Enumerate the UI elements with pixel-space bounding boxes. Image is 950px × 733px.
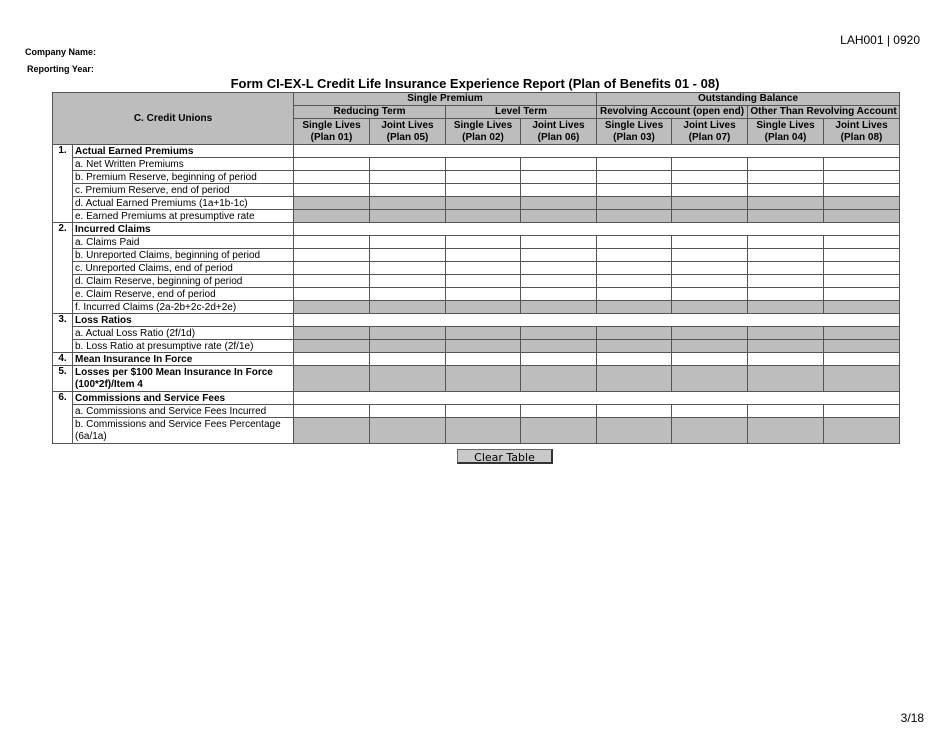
- plan-header-plan: (Plan 05): [386, 131, 429, 143]
- table-row: [53, 210, 900, 223]
- section-number: 6.: [53, 392, 73, 444]
- data-cell: [294, 418, 370, 444]
- section-cell[interactable]: [748, 353, 824, 366]
- data-cell[interactable]: [521, 288, 597, 301]
- row-label: d. Actual Earned Premiums (1a+1b-1c): [73, 197, 294, 210]
- section-number: 4.: [53, 353, 73, 366]
- plan-header-plan: (Plan 03): [613, 131, 655, 143]
- data-cell[interactable]: [672, 405, 748, 418]
- table-row: [53, 249, 900, 262]
- data-cell[interactable]: [446, 158, 521, 171]
- data-cell: [597, 210, 672, 223]
- data-cell: [446, 418, 521, 444]
- data-cell: [370, 210, 446, 223]
- page-number: 3/18: [900, 711, 924, 725]
- table-row: [53, 158, 900, 171]
- data-cell[interactable]: [748, 249, 824, 262]
- data-cell[interactable]: [672, 236, 748, 249]
- data-cell[interactable]: [597, 184, 672, 197]
- data-cell: [446, 210, 521, 223]
- data-cell: [672, 327, 748, 340]
- data-cell[interactable]: [748, 262, 824, 275]
- data-cell[interactable]: [521, 249, 597, 262]
- section-row: [53, 366, 900, 392]
- plan-header: [748, 119, 824, 145]
- row-label: a. Commissions and Service Fees Incurred: [73, 405, 294, 418]
- data-cell: [446, 301, 521, 314]
- section-row: [53, 314, 900, 327]
- data-cell: [446, 197, 521, 210]
- data-cell[interactable]: [672, 275, 748, 288]
- data-cell: [672, 340, 748, 353]
- section-title: Actual Earned Premiums: [73, 145, 294, 158]
- section-cell[interactable]: [446, 353, 521, 366]
- data-cell[interactable]: [824, 405, 900, 418]
- row-label: f. Incurred Claims (2a-2b+2c-2d+2e): [73, 301, 294, 314]
- data-cell[interactable]: [294, 249, 370, 262]
- data-cell[interactable]: [824, 184, 900, 197]
- data-cell[interactable]: [446, 171, 521, 184]
- data-cell: [370, 418, 446, 444]
- row-label: a. Net Written Premiums: [73, 158, 294, 171]
- data-cell: [294, 340, 370, 353]
- data-cell: [748, 340, 824, 353]
- data-cell: [521, 327, 597, 340]
- data-cell[interactable]: [446, 236, 521, 249]
- plan-header: [521, 119, 597, 145]
- data-cell[interactable]: [370, 249, 446, 262]
- plan-header: [446, 119, 521, 145]
- section-title: Commissions and Service Fees: [73, 392, 294, 405]
- data-cell[interactable]: [824, 158, 900, 171]
- data-cell: [294, 301, 370, 314]
- data-cell[interactable]: [294, 275, 370, 288]
- data-cell: [446, 327, 521, 340]
- data-cell[interactable]: [370, 236, 446, 249]
- data-cell[interactable]: [294, 184, 370, 197]
- data-cell: [748, 301, 824, 314]
- data-cell: [294, 327, 370, 340]
- row-label: e. Claim Reserve, end of period: [73, 288, 294, 301]
- plan-header-plan: (Plan 06): [537, 131, 580, 143]
- data-cell: [294, 197, 370, 210]
- data-cell[interactable]: [748, 275, 824, 288]
- section-number: 3.: [53, 314, 73, 353]
- data-cell[interactable]: [294, 171, 370, 184]
- clear-table-button[interactable]: Clear Table: [457, 449, 553, 464]
- data-cell[interactable]: [446, 249, 521, 262]
- form-code: LAH001 | 0920: [840, 33, 920, 47]
- data-cell[interactable]: [824, 288, 900, 301]
- data-cell[interactable]: [294, 405, 370, 418]
- section-cell: [370, 366, 446, 392]
- data-cell[interactable]: [748, 158, 824, 171]
- data-cell[interactable]: [672, 171, 748, 184]
- plan-header: [824, 119, 900, 145]
- data-cell[interactable]: [672, 262, 748, 275]
- reducing-term-header: Reducing Term: [294, 106, 446, 119]
- plan-header-lives: Single Lives: [453, 119, 513, 131]
- row-label: b. Commissions and Service Fees Percentage (6a/1a): [73, 418, 294, 444]
- plan-header-lives: Single Lives: [604, 119, 664, 131]
- row-label: a. Actual Loss Ratio (2f/1d): [73, 327, 294, 340]
- section-cell[interactable]: [370, 353, 446, 366]
- data-cell[interactable]: [672, 249, 748, 262]
- plan-header-plan: (Plan 07): [688, 131, 731, 143]
- plan-header-plan: (Plan 04): [764, 131, 807, 143]
- data-cell: [521, 301, 597, 314]
- data-cell[interactable]: [446, 288, 521, 301]
- section-cell: [748, 366, 824, 392]
- plan-header-lives: Single Lives: [756, 119, 815, 131]
- section-title: Incurred Claims: [73, 223, 294, 236]
- data-cell[interactable]: [748, 171, 824, 184]
- row-label: a. Claims Paid: [73, 236, 294, 249]
- plan-header-lives: Single Lives: [302, 119, 361, 131]
- section-cell[interactable]: [294, 353, 370, 366]
- data-cell[interactable]: [521, 262, 597, 275]
- data-cell: [597, 418, 672, 444]
- data-cell[interactable]: [446, 405, 521, 418]
- plan-header-lives: Joint Lives: [835, 119, 888, 131]
- section-band: [294, 314, 900, 327]
- data-cell[interactable]: [294, 288, 370, 301]
- data-cell: [370, 197, 446, 210]
- data-cell[interactable]: [597, 249, 672, 262]
- plan-header-plan: (Plan 01): [310, 131, 353, 143]
- outstanding-balance-header: Outstanding Balance: [597, 93, 900, 106]
- section-cell: [446, 366, 521, 392]
- data-cell: [597, 340, 672, 353]
- table-row: [53, 418, 900, 444]
- data-cell[interactable]: [824, 275, 900, 288]
- data-cell: [824, 210, 900, 223]
- table-row: [53, 288, 900, 301]
- data-cell[interactable]: [521, 275, 597, 288]
- data-cell[interactable]: [824, 171, 900, 184]
- data-cell[interactable]: [370, 262, 446, 275]
- experience-report-table: [52, 92, 900, 444]
- data-cell[interactable]: [370, 184, 446, 197]
- section-cell[interactable]: [672, 353, 748, 366]
- table-row: [53, 184, 900, 197]
- data-cell[interactable]: [597, 288, 672, 301]
- section-number: 2.: [53, 223, 73, 314]
- section-number: 5.: [53, 366, 73, 392]
- plan-header: [294, 119, 370, 145]
- data-cell: [824, 418, 900, 444]
- plan-header-plan: (Plan 02): [462, 131, 504, 143]
- table-row: [53, 275, 900, 288]
- data-cell: [748, 327, 824, 340]
- table-row: [53, 197, 900, 210]
- data-cell[interactable]: [597, 158, 672, 171]
- table-row: [53, 262, 900, 275]
- row-label: b. Unreported Claims, beginning of period: [73, 249, 294, 262]
- data-cell: [446, 340, 521, 353]
- data-cell[interactable]: [824, 236, 900, 249]
- data-cell[interactable]: [446, 262, 521, 275]
- data-cell[interactable]: [294, 262, 370, 275]
- table-row: [53, 301, 900, 314]
- data-cell: [521, 340, 597, 353]
- row-label: d. Claim Reserve, beginning of period: [73, 275, 294, 288]
- data-cell[interactable]: [294, 236, 370, 249]
- table-row: [53, 340, 900, 353]
- plan-header-lives: Joint Lives: [532, 119, 585, 131]
- data-cell[interactable]: [370, 171, 446, 184]
- data-cell[interactable]: [446, 275, 521, 288]
- company-name-label: Company Name:: [25, 47, 97, 57]
- reporting-year-label: Reporting Year:: [27, 64, 94, 74]
- data-cell: [748, 197, 824, 210]
- plan-header: [370, 119, 446, 145]
- plan-header-plan: (Plan 08): [840, 131, 883, 143]
- section-band: [294, 145, 900, 158]
- data-cell: [521, 418, 597, 444]
- data-cell[interactable]: [597, 236, 672, 249]
- data-cell: [597, 327, 672, 340]
- data-cell: [521, 210, 597, 223]
- row-label: e. Earned Premiums at presumptive rate: [73, 210, 294, 223]
- data-cell[interactable]: [748, 405, 824, 418]
- data-cell[interactable]: [824, 262, 900, 275]
- data-cell[interactable]: [446, 184, 521, 197]
- single-premium-header: Single Premium: [294, 93, 597, 106]
- section-cell: [672, 366, 748, 392]
- section-row: [53, 145, 900, 158]
- data-cell[interactable]: [824, 249, 900, 262]
- section-title: Loss Ratios: [73, 314, 294, 327]
- section-cell: [597, 366, 672, 392]
- section-row: [53, 392, 900, 405]
- data-cell[interactable]: [672, 288, 748, 301]
- data-cell[interactable]: [748, 184, 824, 197]
- data-cell: [597, 197, 672, 210]
- data-cell: [597, 301, 672, 314]
- data-cell: [294, 210, 370, 223]
- data-cell[interactable]: [294, 158, 370, 171]
- section-cell: [294, 366, 370, 392]
- plan-header: [597, 119, 672, 145]
- data-cell[interactable]: [748, 288, 824, 301]
- data-cell[interactable]: [370, 158, 446, 171]
- data-cell[interactable]: [370, 405, 446, 418]
- data-cell: [672, 210, 748, 223]
- other-than-revolving-header: Other Than Revolving Account: [748, 106, 900, 119]
- data-cell[interactable]: [521, 158, 597, 171]
- data-cell[interactable]: [370, 275, 446, 288]
- data-cell: [824, 301, 900, 314]
- plan-header: [672, 119, 748, 145]
- data-cell: [370, 340, 446, 353]
- section-title: Mean Insurance In Force: [73, 353, 294, 366]
- data-cell: [824, 197, 900, 210]
- revolving-account-header: Revolving Account (open end): [597, 106, 748, 119]
- credit-unions-header: C. Credit Unions: [53, 93, 294, 145]
- section-row: [53, 353, 900, 366]
- data-cell[interactable]: [597, 405, 672, 418]
- data-cell[interactable]: [521, 405, 597, 418]
- row-label: b. Premium Reserve, beginning of period: [73, 171, 294, 184]
- data-cell[interactable]: [748, 236, 824, 249]
- section-row: [53, 223, 900, 236]
- data-cell: [672, 301, 748, 314]
- table-row: [53, 171, 900, 184]
- data-cell: [672, 418, 748, 444]
- data-cell: [748, 210, 824, 223]
- section-cell: [521, 366, 597, 392]
- data-cell: [370, 301, 446, 314]
- data-cell[interactable]: [521, 184, 597, 197]
- table-row: [53, 236, 900, 249]
- data-cell[interactable]: [672, 158, 748, 171]
- plan-header-lives: Joint Lives: [683, 119, 736, 131]
- data-cell: [748, 418, 824, 444]
- row-label: b. Loss Ratio at presumptive rate (2f/1e): [73, 340, 294, 353]
- data-cell: [521, 197, 597, 210]
- section-band: [294, 223, 900, 236]
- row-label: c. Unreported Claims, end of period: [73, 262, 294, 275]
- data-cell: [824, 327, 900, 340]
- form-title: Form CI-EX-L Credit Life Insurance Experience Report (Plan of Benefits 01 - 08): [230, 76, 720, 91]
- data-cell[interactable]: [597, 262, 672, 275]
- row-label: c. Premium Reserve, end of period: [73, 184, 294, 197]
- section-number: 1.: [53, 145, 73, 223]
- plan-header-lives: Joint Lives: [381, 119, 434, 131]
- section-cell[interactable]: [597, 353, 672, 366]
- level-term-header: Level Term: [446, 106, 597, 119]
- data-cell: [672, 197, 748, 210]
- data-cell[interactable]: [672, 184, 748, 197]
- data-cell[interactable]: [597, 171, 672, 184]
- section-title: Losses per $100 Mean Insurance In Force (100*2f)/Item 4: [73, 366, 294, 392]
- section-cell[interactable]: [824, 353, 900, 366]
- data-cell[interactable]: [521, 236, 597, 249]
- section-band: [294, 392, 900, 405]
- data-cell[interactable]: [597, 275, 672, 288]
- data-cell[interactable]: [521, 171, 597, 184]
- table-row: [53, 327, 900, 340]
- data-cell: [824, 340, 900, 353]
- table-row: [53, 405, 900, 418]
- data-cell[interactable]: [370, 288, 446, 301]
- data-cell: [370, 327, 446, 340]
- section-cell[interactable]: [521, 353, 597, 366]
- section-cell: [824, 366, 900, 392]
